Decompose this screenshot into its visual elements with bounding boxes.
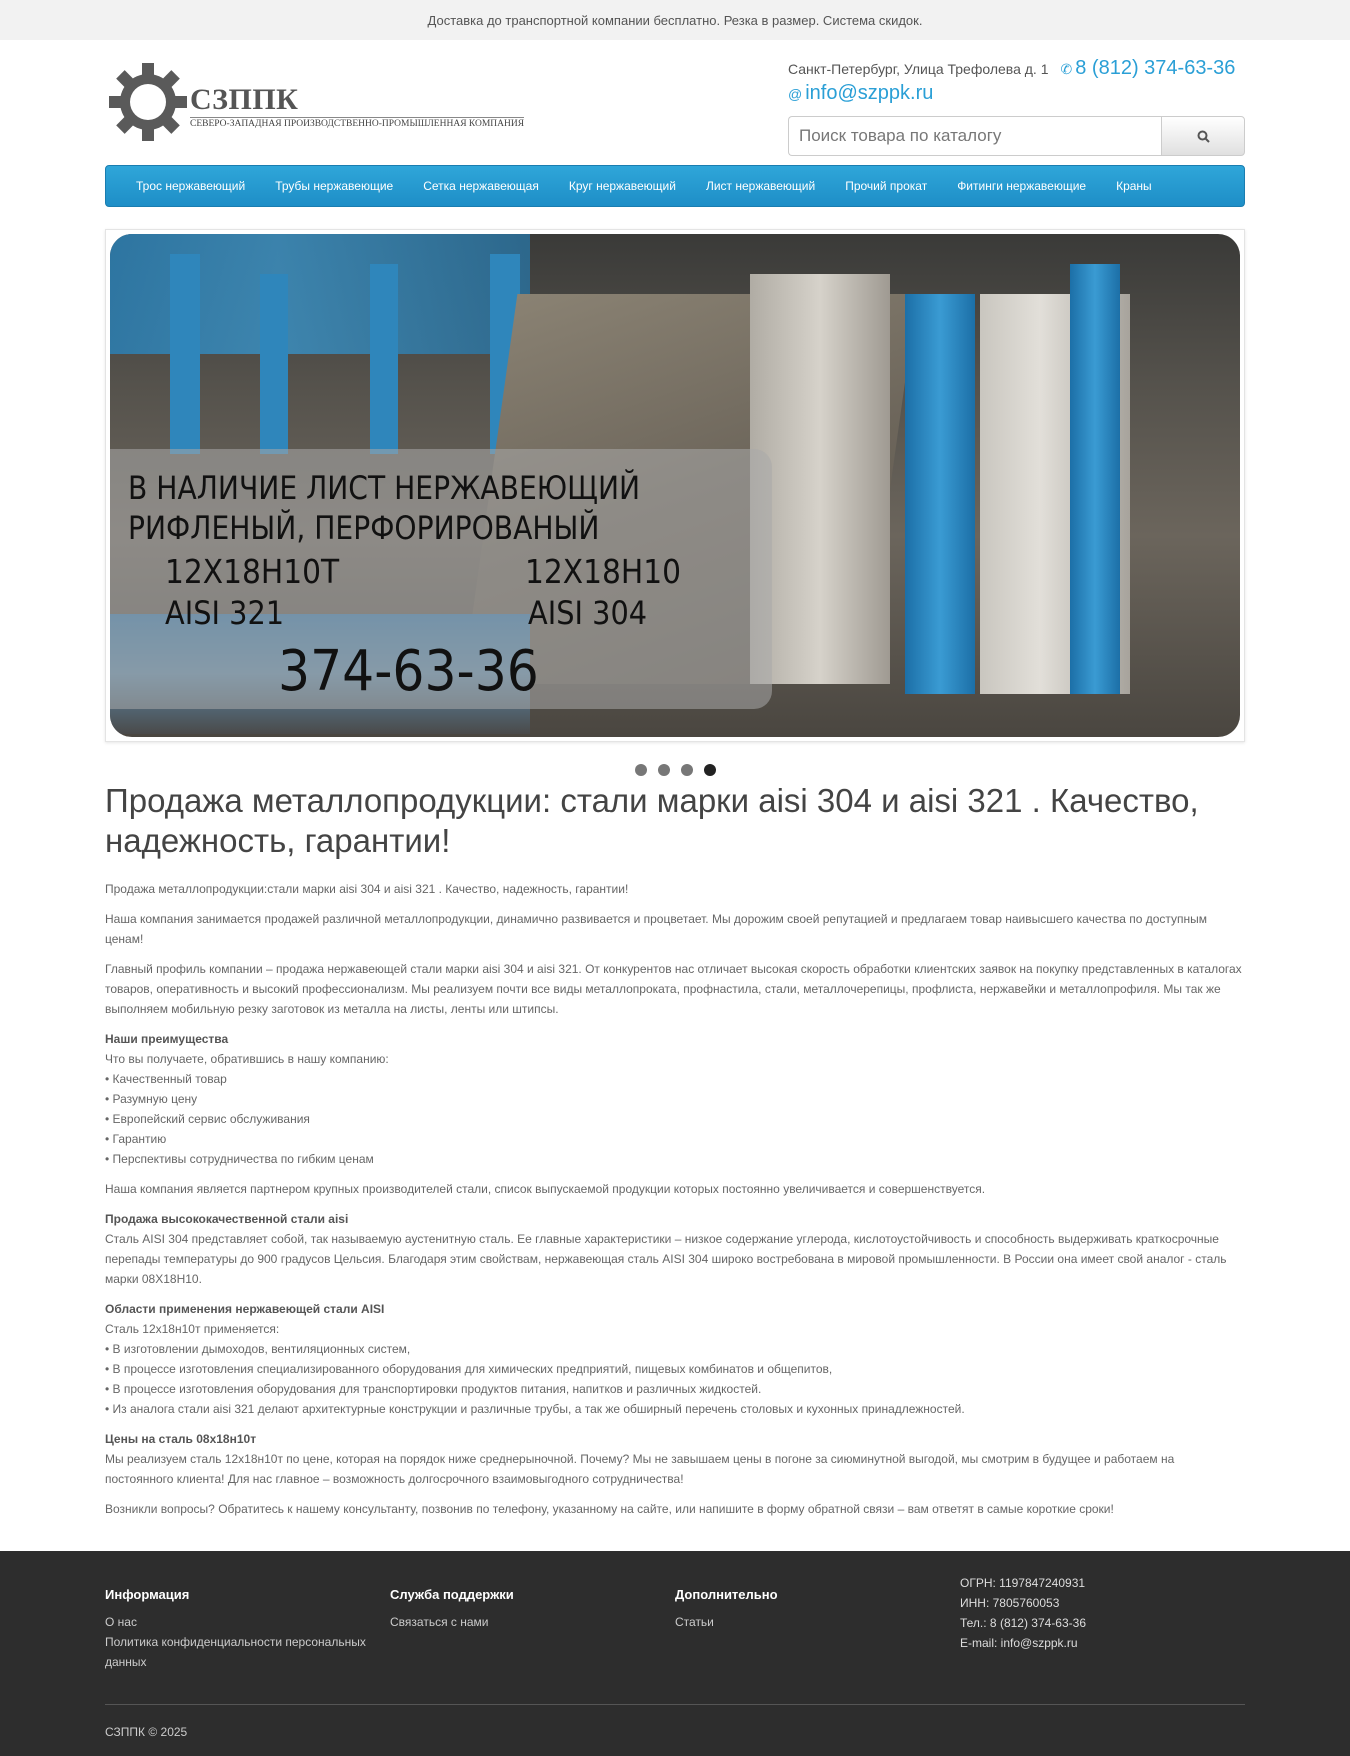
footer-divider xyxy=(105,1704,1245,1705)
promo-text: Доставка до транспортной компании бесплатно. Резка в размер. Система скидок. xyxy=(427,12,923,28)
logo-title: СЗППК xyxy=(190,83,299,116)
sale-text: Сталь AISI 304 представляет собой, так называемую аустенитную сталь. Ее главные характеристики – низкое содержание углерода, кислотоустойчивость и способность выдерживать краткосрочные перепады температуры до 900 градусов Цельсия. Благодаря этим свойствам, нержавеющая сталь AISI 304 широко востребована в мировой промышленности. В России она имеет свой аналог - сталь марки 08Х18Н10. xyxy=(105,1232,1227,1286)
inn: ИНН: 7805760053 xyxy=(960,1596,1060,1610)
list-item: • Гарантию xyxy=(105,1132,167,1146)
search-button[interactable] xyxy=(1161,116,1245,156)
menu-item-rope[interactable]: Трос нержавеющий xyxy=(136,179,246,193)
paragraph: Продажа металлопродукции:стали марки aisi 304 и aisi 321 . Качество, надежность, гарантии! xyxy=(105,882,629,896)
footer-extra-column xyxy=(675,1579,960,1672)
banner-grade-2: 12Х18Н10 xyxy=(525,552,682,591)
applications-title: Области применения нержавеющей стали AISI xyxy=(105,1302,385,1316)
footer-support-column xyxy=(390,1579,675,1672)
slider-dot-1[interactable] xyxy=(635,764,647,776)
main-menu xyxy=(105,165,1245,207)
contacts xyxy=(788,57,1245,105)
banner-grade-1: 12Х18Н10Т xyxy=(165,552,340,591)
applications-block xyxy=(105,1299,1245,1419)
list-item: • Европейский сервис обслуживания xyxy=(105,1112,310,1126)
footer-requisites xyxy=(960,1573,1245,1672)
menu-item-round[interactable]: Круг нержавеющий xyxy=(568,179,676,193)
menu-item-mesh[interactable]: Сетка нержавеющая xyxy=(423,179,539,193)
slider-dot-2[interactable] xyxy=(658,764,670,776)
shelf-rack xyxy=(260,274,288,454)
price-title: Цены на сталь 08х18н10т xyxy=(105,1432,257,1446)
list-item: • В процессе изготовления специализированного оборудования для химических предприятий, пищевых комбинатов и общепитов, xyxy=(105,1362,833,1376)
header xyxy=(105,40,1245,165)
list-item: • В изготовлении дымоходов, вентиляционных систем, xyxy=(105,1342,411,1356)
banner-aisi-2: AISI 304 xyxy=(528,594,648,632)
banner-line-1: В НАЛИЧИЕ ЛИСТ НЕРЖАВЕЮЩИЙ xyxy=(128,469,641,507)
logo-link[interactable] xyxy=(108,62,524,142)
footer-link-privacy[interactable]: Политика конфиденциальности персональных данных xyxy=(105,1635,366,1669)
footer-phone: Тел.: 8 (812) 374-63-36 xyxy=(960,1616,1086,1630)
footer-link-about[interactable]: О нас xyxy=(105,1615,137,1629)
blue-sheet xyxy=(905,294,975,694)
footer-link-contact[interactable]: Связаться с нами xyxy=(390,1615,489,1629)
sale-block xyxy=(105,1209,1245,1289)
address: Санкт-Петербург, Улица Трефолева д. 1 xyxy=(788,61,1049,77)
slide-image xyxy=(110,234,1240,737)
footer-link-articles[interactable]: Статьи xyxy=(675,1615,714,1629)
footer-heading: Служба поддержки xyxy=(390,1587,514,1602)
slider-dots xyxy=(105,764,1245,776)
article xyxy=(105,879,1245,1519)
footer-email: E-mail: info@szppk.ru xyxy=(960,1636,1078,1650)
banner-slider[interactable] xyxy=(105,229,1245,742)
banner-aisi-1: AISI 321 xyxy=(165,594,285,632)
footer-heading: Информация xyxy=(105,1587,190,1602)
search-input[interactable] xyxy=(788,116,1161,156)
search-bar xyxy=(788,116,1245,156)
applications-intro: Сталь 12х18н10т применяется: xyxy=(105,1322,280,1336)
paragraph: Наша компания является партнером крупных производителей стали, список выпускаемой продукции которых постоянно увеличивается и совершенствуется. xyxy=(105,1182,986,1196)
shelf-rack xyxy=(170,254,200,454)
list-item: • Качественный товар xyxy=(105,1072,227,1086)
advantages-intro: Что вы получаете, обратившись в нашу компанию: xyxy=(105,1052,389,1066)
ogrn: ОГРН: 1197847240931 xyxy=(960,1576,1086,1590)
menu-item-fittings[interactable]: Фитинги нержавеющие xyxy=(957,179,1087,193)
price-block xyxy=(105,1429,1245,1489)
slider-dot-3[interactable] xyxy=(681,764,693,776)
slider-dot-4[interactable] xyxy=(704,764,716,776)
email-link[interactable]: info@szppk.ru xyxy=(805,82,934,104)
phone-number: 8 (812) 374-63-36 xyxy=(1075,57,1236,79)
shelf-rack xyxy=(370,264,398,454)
page-title: Продажа металлопродукции: стали марки aisi 304 и aisi 321 . Качество, надежность, гарантии! xyxy=(105,782,1199,859)
paragraph: Главный профиль компании – продажа нержавеющей стали марки aisi 304 и aisi 321. От конкурентов нас отличает высокая скорость обработки клиентских заявок на покупку представленных в каталогах товаров, оперативность и высокий профессионализм. Мы реализуем почти все виды металлопроката, профнастила, стали, металлочерепицы, профлиста, нержавейки и металлопрофиля. Мы так же выполняем мобильную резку заготовок из металла на листы, ленты или штипсы. xyxy=(105,962,1242,1016)
search-icon xyxy=(1197,130,1210,143)
menu-item-sheet[interactable]: Лист нержавеющий xyxy=(705,179,816,193)
list-item: • Разумную цену xyxy=(105,1092,198,1106)
logo-subtitle: СЕВЕРО-ЗАПАДНАЯ ПРОИЗВОДСТВЕННО-ПРОМЫШЛЕННАЯ КОМПАНИЯ xyxy=(190,119,525,129)
banner-phone: 374-63-36 xyxy=(278,639,539,704)
advantages-title: Наши преимущества xyxy=(105,1032,229,1046)
menu-item-valves[interactable]: Краны xyxy=(1116,179,1152,193)
copyright: СЗППК © 2025 xyxy=(105,1725,188,1739)
list-item: • Из аналога стали aisi 321 делают архитектурные конструкции и различные трубы, а так же обширный перечень столовых и кухонных принадлежностей. xyxy=(105,1402,965,1416)
menu-item-pipes[interactable]: Трубы нержавеющие xyxy=(275,179,394,193)
list-item: • В процессе изготовления оборудования для транспортировки продуктов питания, напитков и различных жидкостей. xyxy=(105,1382,762,1396)
blue-sheet xyxy=(1070,264,1120,694)
gear-logo-icon xyxy=(108,62,188,142)
paragraph: Наша компания занимается продажей различной металлопродукции, динамично развивается и процветает. Мы дорожим своей репутацией и предлагаем товар наивысшего качества по доступным ценам! xyxy=(105,912,1208,946)
promo-bar xyxy=(0,0,1350,40)
banner-line-2: РИФЛЕНЫЙ, ПЕРФОРИРОВАНЫЙ xyxy=(128,509,600,547)
phone-icon: ✆ xyxy=(1060,61,1073,77)
menu-item-other[interactable]: Прочий прокат xyxy=(845,179,928,193)
price-text: Мы реализуем сталь 12х18н10т по цене, которая на порядок ниже среднерыночной. Почему? Мы не завышаем цены в погоне за сиюминутной выгодой, мы смотрим в будущее и работаем на постоянного клиента! Для нас главное – возможность долгосрочного взаимовыгодного сотрудничества! xyxy=(105,1452,1175,1486)
at-icon: @ xyxy=(788,86,803,102)
sale-title: Продажа высококачественной стали aisi xyxy=(105,1212,349,1226)
paragraph: Возникли вопросы? Обратитесь к нашему консультанту, позвонив по телефону, указанному на сайте, или напишите в форму обратной связи – вам ответят в самые короткие сроки! xyxy=(105,1502,1114,1516)
footer xyxy=(0,1551,1350,1756)
advantages-block xyxy=(105,1029,1245,1169)
phone-link[interactable] xyxy=(1061,57,1236,80)
footer-heading: Дополнительно xyxy=(675,1587,778,1602)
footer-info-column xyxy=(105,1579,390,1672)
list-item: • Перспективы сотрудничества по гибким ценам xyxy=(105,1152,374,1166)
